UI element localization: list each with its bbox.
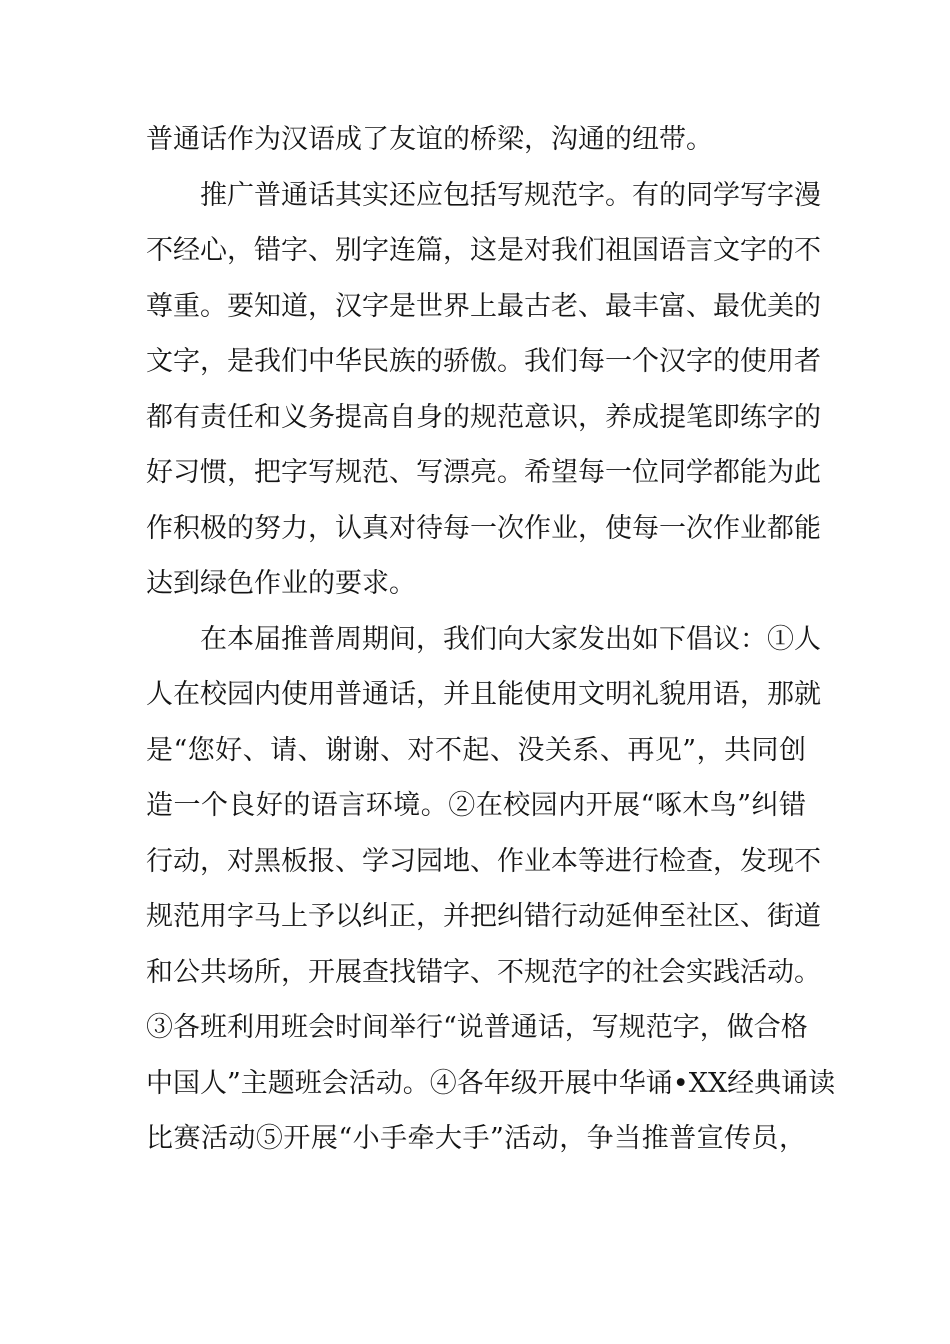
paragraph-first-line: 推广普通话其实还应包括写规范字。有的同学写字漫 [200,180,821,211]
text-line: 不经心，错字、别字连篇，这是对我们祖国语言文字的不 [146,235,821,266]
text-line: 人在校园内使用普通话，并且能使用文明礼貌用语，那就 [146,679,821,710]
paragraph-first-line: 在本届推普周期间，我们向大家发出如下倡议：①人 [200,624,821,655]
text-line: 是“您好、请、谢谢、对不起、没关系、再见”，共同创 [146,735,806,766]
text-line: 作积极的努力，认真对待每一次作业，使每一次作业都能 [146,513,821,544]
text-line: ③各班利用班会时间举行“说普通话，写规范字，做合格 [146,1012,808,1043]
text-line: 和公共场所，开展查找错字、不规范字的社会实践活动。 [146,957,821,988]
text-line: 行动，对黑板报、学习园地、作业本等进行检查，发现不 [146,846,821,877]
text-line: 尊重。要知道，汉字是世界上最古老、最丰富、最优美的 [146,291,821,322]
text-line: 中国人”主题班会活动。④各年级开展中华诵•XX经典诵读 [146,1068,836,1099]
text-line: 规范用字马上予以纠正，并把纠错行动延伸至社区、街道 [146,901,821,932]
text-line: 文字，是我们中华民族的骄傲。我们每一个汉字的使用者 [146,346,821,377]
text-line: 好习惯，把字写规范、写漂亮。希望每一位同学都能为此 [146,457,821,488]
text-line: 都有责任和义务提高自身的规范意识，养成提笔即练字的 [146,402,821,433]
text-line: 比赛活动⑤开展“小手牵大手”活动，争当推普宣传员， [146,1123,806,1154]
text-line: 达到绿色作业的要求。 [146,568,416,599]
text-line: 造一个良好的语言环境。②在校园内开展“啄木鸟”纠错 [146,790,806,821]
text-line: 普通话作为汉语成了友谊的桥梁，沟通的纽带。 [146,124,713,155]
